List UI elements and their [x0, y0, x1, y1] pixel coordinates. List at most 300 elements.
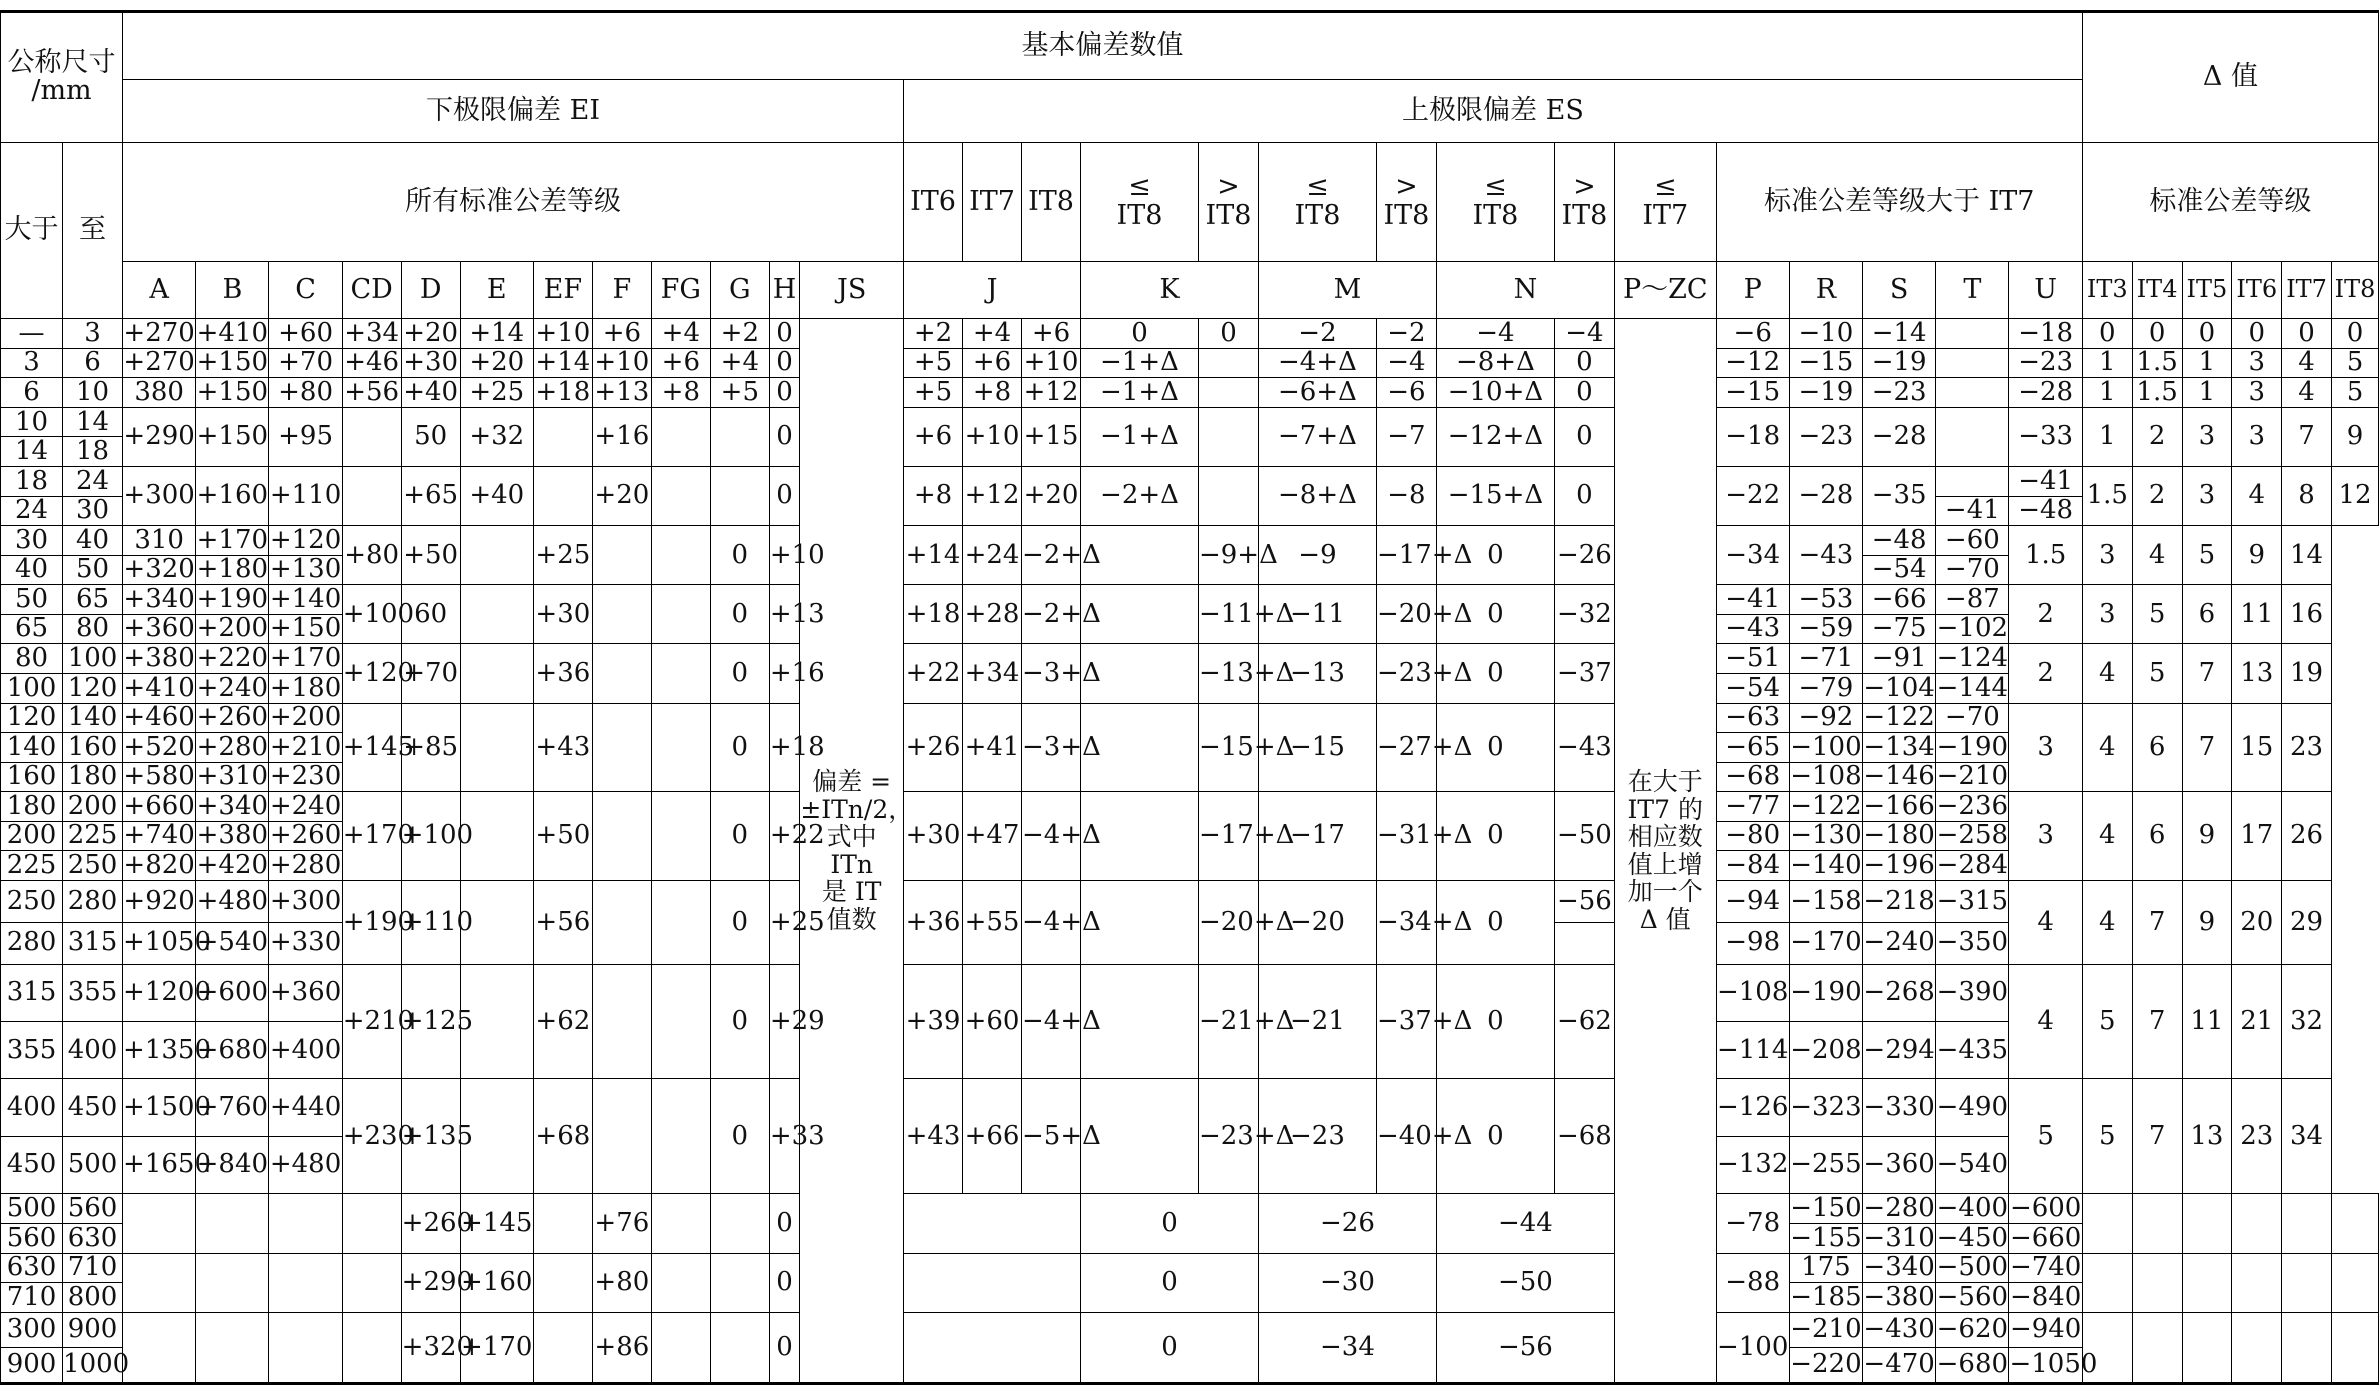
value-cell: −23 [2009, 348, 2082, 378]
value-cell [592, 964, 651, 1079]
js-note: 偏差 = ±ITn/2， 式中 ITn 是 IT 值数 [800, 319, 904, 1384]
value-cell [2331, 1312, 2378, 1383]
size-cell: 140 [63, 703, 123, 733]
value-cell: −66 [1863, 585, 1936, 615]
size-cell: 250 [1, 880, 63, 922]
value-cell: +30 [533, 585, 592, 644]
value-cell: +340 [123, 583, 195, 614]
value-cell: +120 [269, 524, 342, 555]
value-cell: 2 [2132, 407, 2182, 466]
value-cell: +460 [123, 702, 195, 733]
value-cell: −54 [1863, 555, 1936, 585]
size-cell: 6 [63, 348, 123, 378]
value-cell: −11 [1258, 585, 1376, 644]
value-cell [196, 1194, 269, 1253]
value-cell: 1 [2082, 378, 2132, 408]
value-cell: 0 [1436, 703, 1554, 792]
value-cell: 0 [2182, 319, 2232, 349]
value-cell: 0 [1436, 585, 1554, 644]
value-cell: 34 [2282, 1079, 2332, 1194]
value-cell: 0 [1081, 1253, 1259, 1312]
value-cell: 5 [2082, 964, 2132, 1079]
value-cell: −4+Δ [1022, 880, 1081, 964]
value-cell: 1 [2182, 348, 2232, 378]
value-cell: +820 [123, 849, 195, 880]
value-cell: +80 [269, 378, 342, 408]
value-cell: −315 [1936, 880, 2009, 922]
value-cell: +100 [342, 585, 401, 644]
table-row [1, 880, 2379, 922]
value-cell: −3+Δ [1022, 644, 1081, 703]
value-cell: −75 [1863, 614, 1936, 644]
value-cell [710, 1194, 769, 1253]
value-cell: +110 [269, 467, 342, 526]
value-cell [123, 1253, 196, 1312]
value-cell: −170 [1789, 922, 1862, 964]
value-cell: +230 [269, 761, 342, 792]
col-header-u: U [2009, 261, 2082, 318]
value-cell: +29 [769, 964, 800, 1079]
value-cell: −340 [1863, 1252, 1935, 1283]
value-cell: +520 [123, 731, 195, 762]
table-row [1, 792, 2379, 822]
value-cell: −33 [2009, 407, 2082, 466]
value-cell: −68 [1716, 762, 1789, 792]
std-grades-header: 标准公差等级 [2082, 142, 2378, 261]
n-gt-it8-header: > IT8 [1554, 142, 1614, 261]
value-cell: 0 [2132, 319, 2182, 349]
col-header-c: C [269, 261, 342, 318]
size-cell: 900 [1, 1348, 63, 1384]
value-cell: −28 [1789, 467, 1862, 526]
value-cell: +6 [963, 348, 1022, 378]
value-cell: 0 [1436, 880, 1554, 964]
col-header-js: JS [800, 261, 904, 318]
value-cell [342, 467, 401, 526]
value-cell: −190 [1936, 731, 2009, 762]
value-cell [342, 1194, 401, 1253]
value-cell: +10 [1022, 348, 1081, 378]
value-cell [2182, 1194, 2232, 1253]
value-cell: 1 [2082, 348, 2132, 378]
size-cell: 450 [63, 1079, 123, 1136]
value-cell: +33 [769, 1079, 800, 1194]
value-cell: +190 [196, 583, 269, 614]
value-cell [592, 880, 651, 964]
value-cell: +25 [769, 880, 800, 964]
value-cell: −490 [1936, 1079, 2009, 1136]
value-cell: −470 [1863, 1348, 1936, 1384]
value-cell: 3 [2082, 585, 2132, 644]
value-cell: 3 [2009, 703, 2082, 792]
value-cell [710, 1253, 769, 1312]
value-cell: +6 [904, 407, 963, 466]
value-cell: −4+Δ [1022, 964, 1081, 1079]
value-cell: 7 [2132, 1079, 2182, 1194]
size-cell: 710 [1, 1283, 63, 1313]
value-cell [1198, 407, 1258, 466]
value-cell [533, 407, 592, 466]
value-cell: −63 [1716, 703, 1789, 733]
value-cell: −185 [1790, 1281, 1862, 1312]
value-cell: +56 [342, 378, 401, 408]
col-header-it8: IT8 [2331, 261, 2378, 318]
value-cell: +130 [269, 554, 342, 585]
value-cell [904, 1312, 1081, 1383]
size-cell: 65 [63, 585, 123, 615]
value-cell: −122 [1790, 790, 1862, 821]
value-cell: −294 [1863, 1021, 1936, 1078]
value-cell [533, 467, 592, 526]
table-row [1, 1079, 2379, 1136]
value-cell: −540 [1936, 1136, 2009, 1193]
size-cell: 450 [1, 1136, 63, 1193]
value-cell: +135 [401, 1079, 460, 1194]
size-cell: 355 [63, 964, 123, 1021]
value-cell: +160 [460, 1253, 533, 1312]
value-cell: 6 [2132, 792, 2182, 881]
value-cell: 7 [2132, 964, 2182, 1079]
k-le-it8-header: ≤ IT8 [1081, 142, 1199, 261]
value-cell: 12 [2331, 467, 2378, 526]
value-cell: +200 [269, 702, 342, 733]
value-cell: −65 [1716, 733, 1789, 763]
table-row [1, 467, 2379, 497]
value-cell: −15+Δ [1436, 467, 1554, 526]
value-cell [533, 1253, 592, 1312]
value-cell: +62 [533, 964, 592, 1079]
value-cell [196, 1253, 269, 1312]
value-cell [1936, 467, 2009, 497]
value-cell: −26 [1258, 1194, 1436, 1253]
value-cell: −98 [1716, 922, 1789, 964]
col-header-h: H [769, 261, 800, 318]
value-cell: −108 [1716, 964, 1789, 1021]
value-cell [2132, 1253, 2182, 1312]
value-cell: −255 [1789, 1136, 1862, 1193]
value-cell: 1.5 [2009, 526, 2082, 585]
value-cell: −27+Δ [1376, 703, 1436, 792]
value-cell: +28 [963, 585, 1022, 644]
value-cell: −87 [1936, 585, 2009, 615]
col-header-fg: FG [651, 261, 710, 318]
value-cell [460, 644, 533, 703]
value-cell: −100 [1716, 1312, 1789, 1383]
value-cell: 5 [2331, 348, 2378, 378]
value-cell: −450 [1936, 1222, 2009, 1253]
value-cell: −208 [1789, 1021, 1862, 1078]
value-cell [196, 1312, 269, 1383]
value-cell: +50 [401, 526, 460, 585]
value-cell: −6 [1376, 378, 1436, 408]
value-cell: −50 [1436, 1253, 1614, 1312]
value-cell: −2 [1258, 319, 1376, 349]
table-row [1, 703, 2379, 733]
value-cell: −43 [1554, 703, 1614, 792]
value-cell: −11+Δ [1198, 585, 1258, 644]
value-cell: −740 [2009, 1252, 2082, 1283]
size-cell: 500 [63, 1136, 123, 1193]
value-cell: −13 [1258, 644, 1376, 703]
value-cell: −500 [1936, 1252, 2009, 1283]
value-cell: −132 [1716, 1136, 1789, 1193]
nominal-size-header: 公称尺寸 /mm [1, 12, 123, 143]
size-cell: 100 [63, 644, 123, 674]
value-cell [2232, 1253, 2282, 1312]
value-cell: +280 [196, 731, 269, 762]
value-cell: −3+Δ [1022, 703, 1081, 792]
value-cell: +6 [1022, 319, 1081, 349]
value-cell: +36 [904, 880, 963, 964]
value-cell: −4 [1436, 319, 1554, 349]
value-cell [592, 1079, 651, 1194]
value-cell: +660 [123, 790, 195, 821]
value-cell: −6 [1716, 319, 1789, 349]
value-cell: +440 [269, 1079, 342, 1136]
size-cell: 225 [63, 821, 123, 851]
over-header: 大于 [1, 142, 63, 319]
size-cell: 400 [1, 1079, 63, 1136]
value-cell [2132, 1312, 2182, 1383]
value-cell: 0 [710, 526, 769, 585]
value-cell [460, 585, 533, 644]
value-cell [651, 1253, 710, 1312]
value-cell: −17+Δ [1376, 526, 1436, 585]
value-cell: +36 [533, 644, 592, 703]
value-cell: −32 [1554, 585, 1614, 644]
value-cell: 0 [1081, 1312, 1259, 1383]
value-cell: −158 [1789, 880, 1862, 922]
value-cell: −48 [2009, 496, 2082, 526]
value-cell: −435 [1936, 1021, 2009, 1078]
value-cell: 14 [2282, 526, 2332, 585]
table-row [1, 407, 2379, 437]
value-cell: +1650 [123, 1136, 196, 1193]
value-cell: 9 [2232, 526, 2282, 585]
value-cell: −70 [1936, 555, 2009, 585]
value-cell: −180 [1863, 820, 1935, 851]
size-cell: 18 [1, 467, 63, 497]
value-cell: 4 [2282, 378, 2332, 408]
value-cell: −71 [1789, 644, 1862, 674]
it8-header: IT8 [1022, 142, 1081, 261]
value-cell: 19 [2282, 644, 2332, 703]
value-cell [1554, 922, 1614, 964]
size-cell: 630 [1, 1253, 63, 1283]
value-cell: 4 [2232, 467, 2282, 526]
value-cell: +150 [269, 613, 342, 644]
value-cell: 0 [769, 319, 800, 349]
size-cell: 315 [1, 964, 63, 1021]
value-cell: −196 [1863, 849, 1935, 880]
value-cell [904, 1253, 1081, 1312]
size-cell: 10 [63, 378, 123, 408]
value-cell: −10 [1789, 319, 1862, 349]
size-cell: 30 [63, 496, 123, 526]
value-cell: +150 [196, 407, 269, 466]
value-cell: −28 [1863, 407, 1936, 466]
value-cell: 0 [769, 348, 800, 378]
value-cell: +5 [904, 348, 963, 378]
value-cell: 50 [401, 407, 460, 466]
value-cell [2132, 1194, 2182, 1253]
value-cell [592, 526, 651, 585]
value-cell: 0 [769, 407, 800, 466]
value-cell: +24 [963, 526, 1022, 585]
value-cell: 1.5 [2132, 378, 2182, 408]
value-cell [269, 1253, 342, 1312]
value-cell: −30 [1258, 1253, 1436, 1312]
value-cell: +230 [342, 1079, 401, 1194]
value-cell: +260 [401, 1194, 460, 1253]
grade-gt-it7-header: 标准公差等级大于 IT7 [1716, 142, 2082, 261]
value-cell: +43 [904, 1079, 963, 1194]
value-cell: +10 [769, 526, 800, 585]
size-cell: 560 [63, 1194, 123, 1224]
value-cell: −23+Δ [1198, 1079, 1258, 1194]
lower-deviation-header: 下极限偏差 EI [123, 79, 904, 142]
value-cell: −236 [1936, 790, 2009, 821]
value-cell: −21+Δ [1198, 964, 1258, 1079]
value-cell: +150 [196, 376, 269, 407]
value-cell: +180 [196, 554, 269, 585]
value-cell: −7+Δ [1258, 407, 1376, 466]
value-cell: 0 [710, 644, 769, 703]
k-gt-it8-header: > IT8 [1198, 142, 1258, 261]
value-cell: +360 [269, 964, 342, 1021]
size-cell: 180 [63, 762, 123, 792]
value-cell: 4 [2082, 792, 2132, 881]
size-cell: 160 [63, 733, 123, 763]
value-cell: −4+Δ [1022, 792, 1081, 881]
value-cell: −680 [1936, 1348, 2009, 1384]
value-cell: −600 [2009, 1193, 2082, 1223]
size-cell: — [1, 319, 63, 349]
size-cell: 710 [63, 1253, 123, 1283]
value-cell: 0 [1554, 348, 1614, 378]
value-cell: +145 [342, 703, 401, 792]
value-cell: +14 [460, 319, 533, 349]
col-header-ef: EF [533, 261, 592, 318]
value-cell [904, 1194, 1081, 1253]
value-cell: +580 [123, 761, 195, 792]
le-it7-header: ≤ IT7 [1614, 142, 1716, 261]
value-cell: +20 [1022, 467, 1081, 526]
table-row [1, 644, 2379, 674]
value-cell: −21 [1258, 964, 1376, 1079]
value-cell: −37+Δ [1376, 964, 1436, 1079]
value-cell: 4 [2009, 964, 2082, 1079]
value-cell: −430 [1863, 1312, 1936, 1348]
value-cell: +920 [123, 880, 196, 922]
value-cell: +12 [963, 467, 1022, 526]
size-cell: 65 [1, 614, 63, 644]
value-cell: −190 [1789, 964, 1862, 1021]
value-cell: −91 [1863, 644, 1936, 674]
value-cell [651, 792, 710, 881]
value-cell: −12+Δ [1436, 407, 1554, 466]
value-cell: −284 [1936, 849, 2009, 880]
value-cell: +86 [592, 1312, 651, 1383]
value-cell: +65 [401, 467, 460, 526]
size-cell: 225 [1, 851, 63, 881]
value-cell: +220 [196, 643, 269, 674]
value-cell: −140 [1790, 849, 1862, 880]
value-cell: +34 [342, 319, 401, 349]
value-cell: −8+Δ [1436, 348, 1554, 378]
table-row [1, 1253, 2379, 1283]
table-row [1, 319, 2379, 349]
value-cell: −80 [1716, 821, 1789, 851]
value-cell: +85 [401, 703, 460, 792]
value-cell [592, 792, 651, 881]
value-cell: 0 [2232, 319, 2282, 349]
it6-header: IT6 [904, 142, 963, 261]
value-cell [269, 1312, 342, 1383]
value-cell: −43 [1716, 614, 1789, 644]
value-cell: 20 [2232, 880, 2282, 964]
value-cell: −12 [1716, 348, 1789, 378]
value-cell: 5 [2331, 378, 2378, 408]
value-cell: −330 [1863, 1079, 1936, 1136]
value-cell [710, 467, 769, 526]
value-cell: 0 [710, 792, 769, 881]
value-cell: −9 [1258, 526, 1376, 585]
value-cell: +14 [904, 526, 963, 585]
value-cell: −44 [1436, 1194, 1614, 1253]
value-cell: +30 [401, 348, 460, 378]
value-cell [342, 1253, 401, 1312]
value-cell: +16 [769, 644, 800, 703]
value-cell: 0 [769, 1194, 800, 1253]
size-cell: 200 [1, 821, 63, 851]
value-cell: +170 [196, 524, 269, 555]
value-cell [592, 703, 651, 792]
table-row [1, 1194, 2379, 1224]
value-cell: +68 [533, 1079, 592, 1194]
value-cell: +240 [269, 790, 342, 821]
value-cell: +15 [1022, 407, 1081, 466]
value-cell: +540 [196, 922, 269, 964]
value-cell [342, 407, 401, 466]
size-cell: 14 [1, 437, 63, 467]
value-cell: 4 [2132, 526, 2182, 585]
value-cell [2331, 1253, 2378, 1312]
value-cell: −17 [1258, 792, 1376, 881]
value-cell: −84 [1716, 851, 1789, 881]
value-cell: −280 [1863, 1193, 1935, 1223]
value-cell: −40+Δ [1376, 1079, 1436, 1194]
value-cell [123, 1194, 196, 1253]
value-cell: +40 [401, 378, 460, 408]
delta-value-header: Δ 值 [2082, 12, 2378, 143]
value-cell: 0 [1081, 319, 1199, 349]
value-cell: −840 [2009, 1281, 2082, 1312]
value-cell: −15+Δ [1198, 703, 1258, 792]
col-header-g: G [710, 261, 769, 318]
value-cell: +10 [592, 348, 651, 378]
col-header-cd: CD [342, 261, 401, 318]
value-cell: +320 [123, 554, 195, 585]
col-header-d: D [401, 261, 460, 318]
value-cell: −20+Δ [1198, 880, 1258, 964]
value-cell: +480 [196, 880, 269, 922]
value-cell: +8 [963, 378, 1022, 408]
value-cell: +41 [963, 703, 1022, 792]
value-cell: +46 [342, 348, 401, 378]
value-cell: +600 [196, 964, 269, 1021]
value-cell: −23 [1863, 378, 1936, 408]
